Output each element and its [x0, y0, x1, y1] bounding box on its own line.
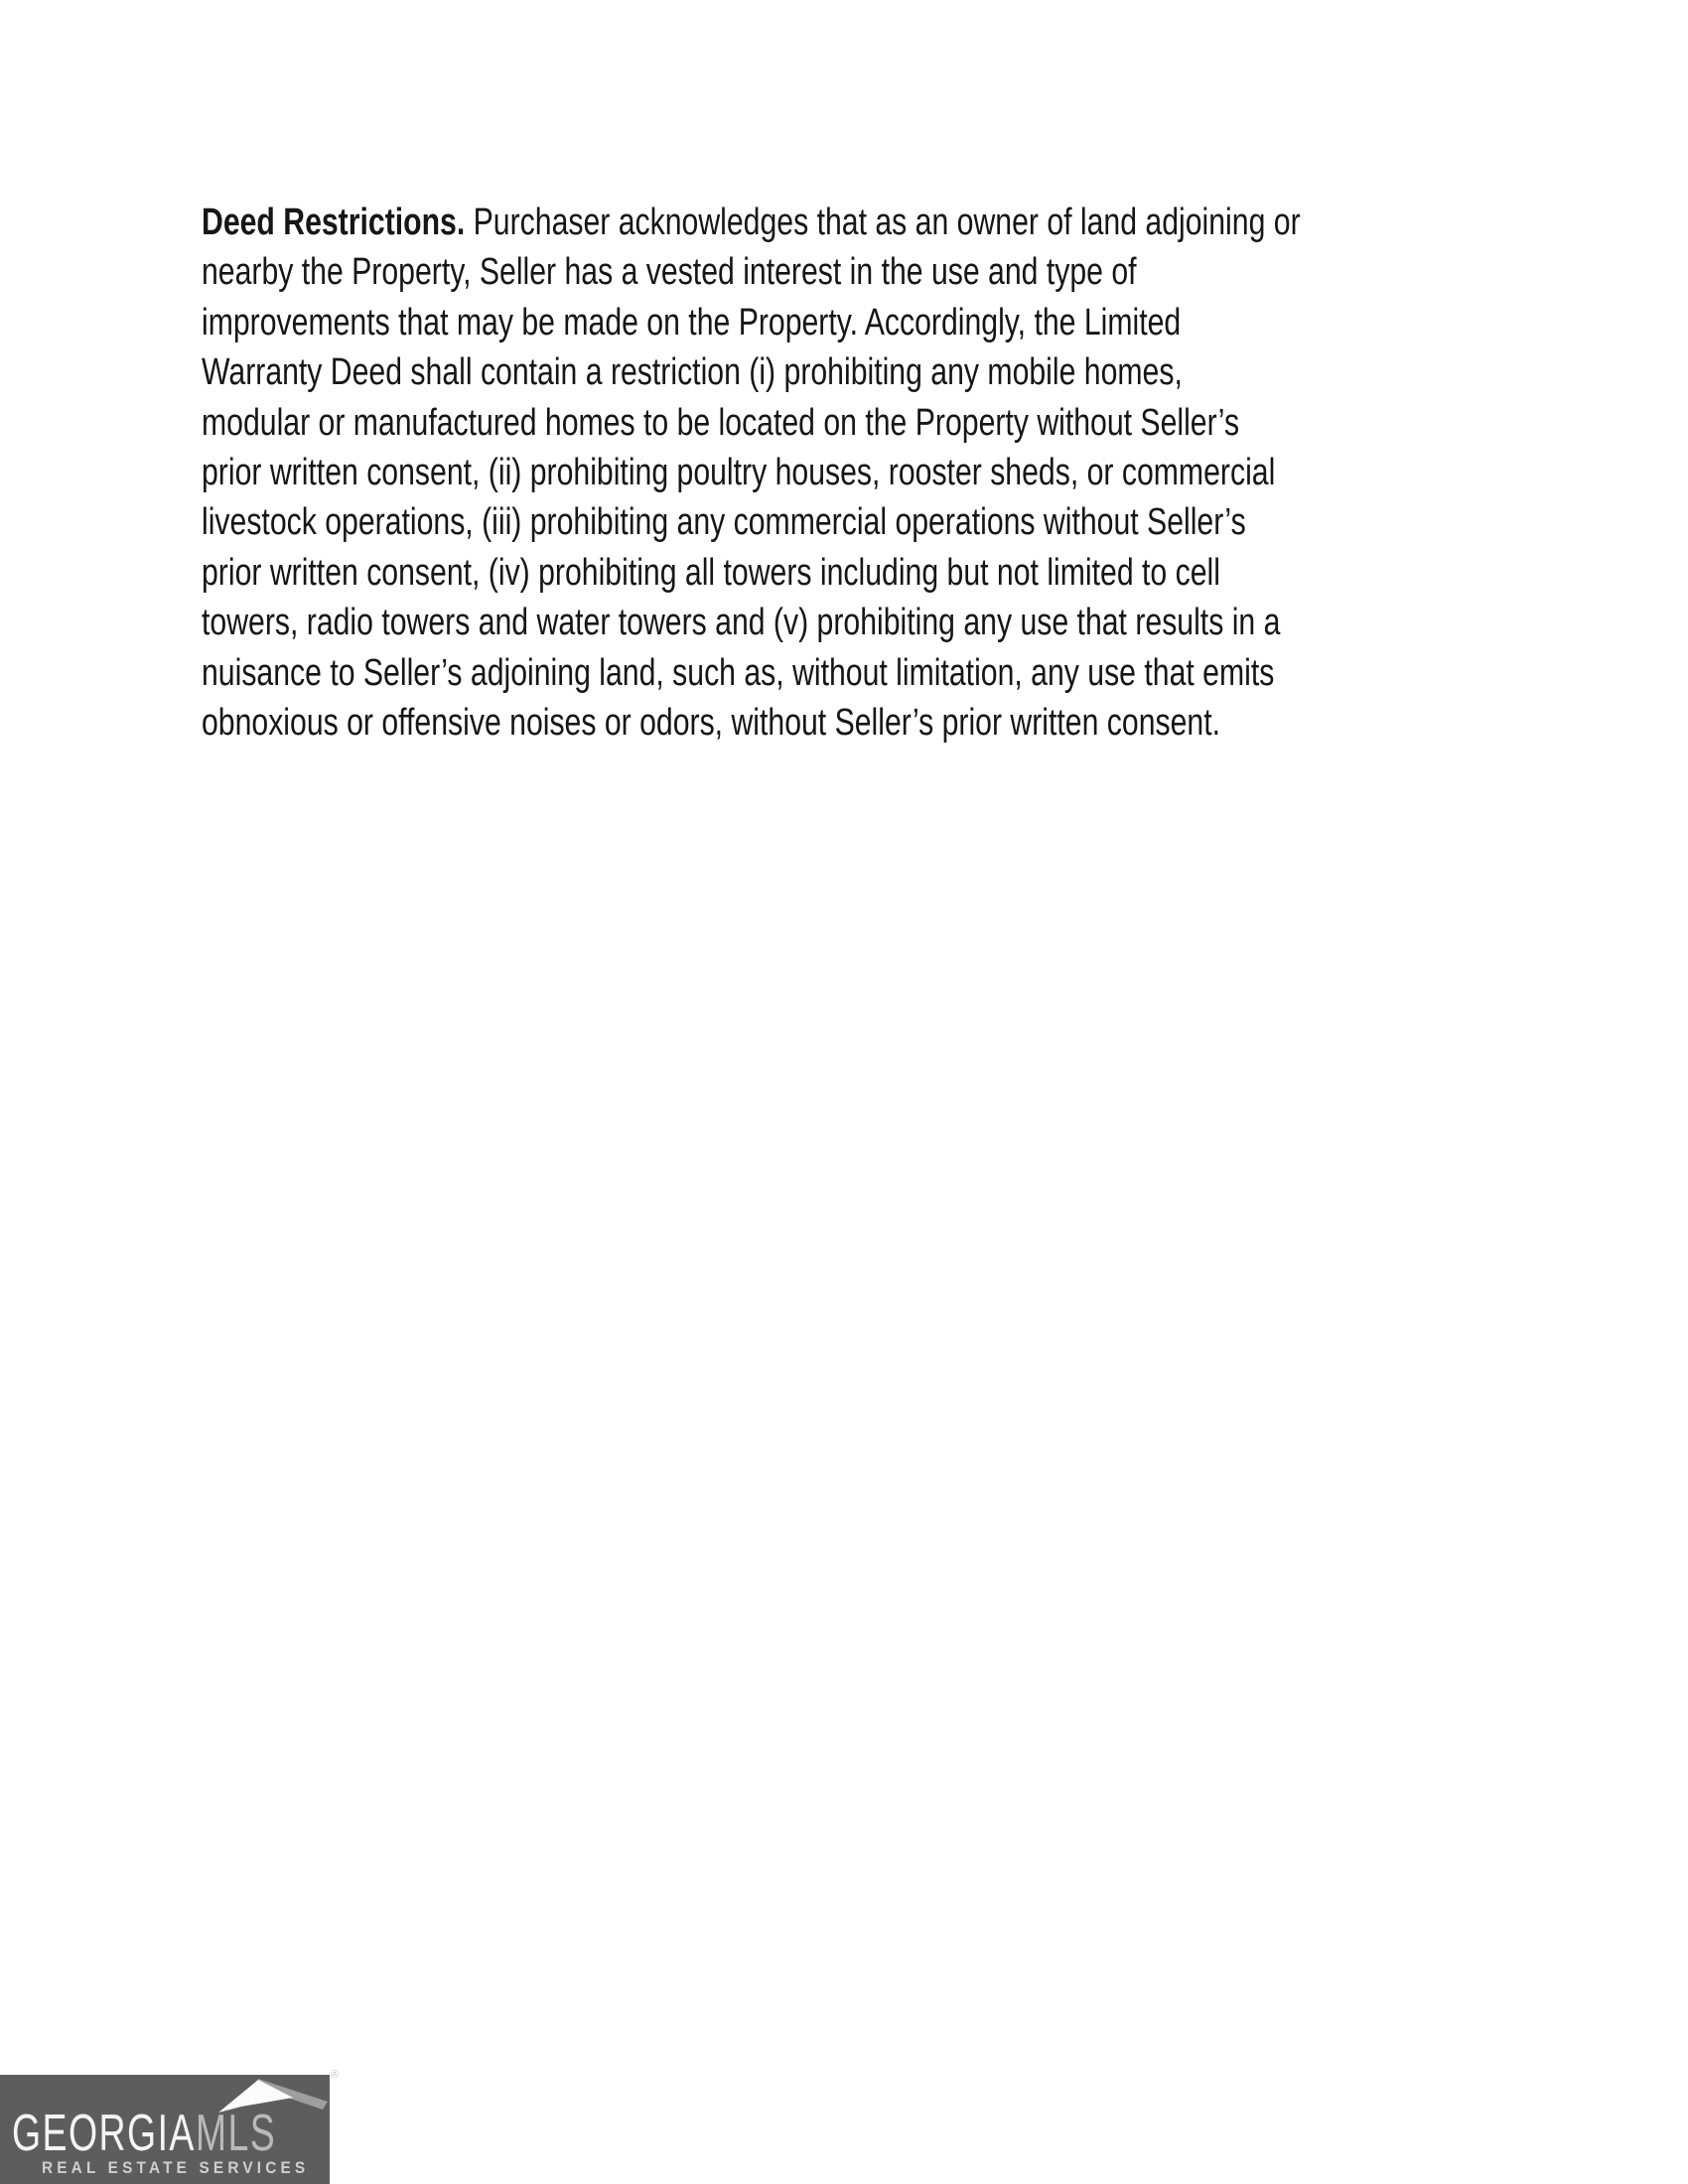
paragraph-heading: Deed Restrictions. — [202, 202, 466, 243]
deed-restrictions-paragraph — [202, 198, 1301, 748]
paragraph-line: Warranty Deed shall contain a restriction (i) prohibiting any mobile homes, — [202, 351, 1183, 394]
paragraph-line — [202, 198, 1301, 247]
brand-name-mls: MLS — [195, 2105, 277, 2162]
paragraph-line-text: Purchaser acknowledges that as an owner of land adjoining or — [465, 202, 1301, 243]
paragraph-line: prior written consent, (ii) prohibiting poultry houses, rooster sheds, or commercial — [202, 452, 1276, 494]
registered-trademark-icon: ® — [331, 2069, 340, 2081]
logo-tagline: REAL ESTATE SERVICES — [42, 2159, 310, 2177]
georgia-mls-logo — [0, 2075, 330, 2184]
paragraph-line: nuisance to Seller’s adjoining land, such as, without limitation, any use that emits — [202, 651, 1275, 694]
paragraph-line: nearby the Property, Seller has a vested interest in the use and type of — [202, 251, 1137, 294]
paragraph-line: livestock operations, (iii) prohibiting any commercial operations without Seller’s — [202, 501, 1246, 544]
paragraph-line: towers, radio towers and water towers and (v) prohibiting any use that results in a — [202, 602, 1281, 644]
logo-brand-name — [12, 2105, 277, 2162]
paragraph-line: prior written consent, (iv) prohibiting all towers including but not limited to cell — [202, 551, 1220, 594]
paragraph-line: modular or manufactured homes to be located on the Property without Seller’s — [202, 401, 1240, 444]
paragraph-line: improvements that may be made on the Property. Accordingly, the Limited — [202, 301, 1182, 343]
brand-name-georgia: GEORGIA — [12, 2105, 196, 2162]
paragraph-line: obnoxious or offensive noises or odors, without Seller’s prior written consent. — [202, 702, 1221, 745]
